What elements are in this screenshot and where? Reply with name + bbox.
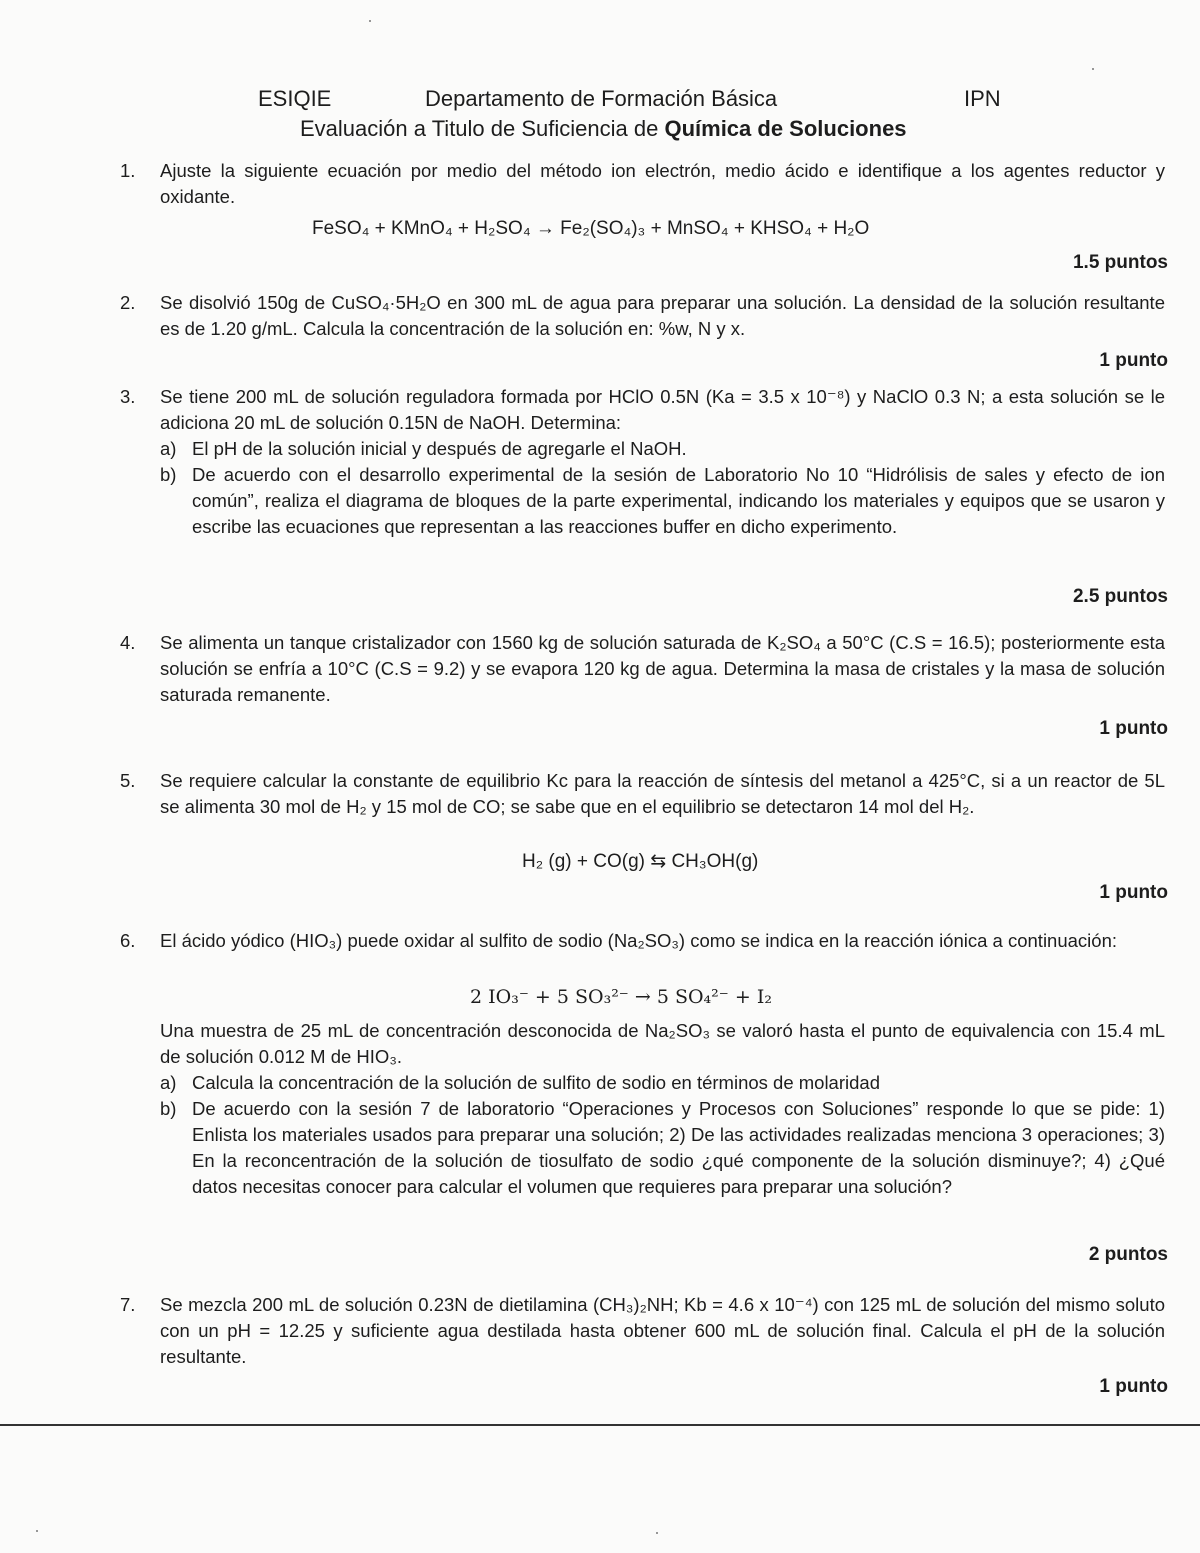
question-number: 4. (120, 632, 136, 653)
question-number: 5. (120, 770, 136, 791)
question-3-item-a (160, 436, 1165, 462)
exam-title-prefix: Evaluación a Titulo de Suficiencia de (300, 116, 659, 141)
item-label: a) (160, 1072, 177, 1093)
item-text: De acuerdo con la sesión 7 de laboratorio “Operaciones y Procesos con Soluciones” responde lo que se pide: 1) Enlista los materiales usados para preparar una solución; 2) De las actividades realizadas menciona 3 operaciones; 3) En la reconcentración de la solución de tiosulfato de sodio ¿qué componente de la solución disminuye?; 4) ¿Qué datos necesitas conocer para calcular el volumen que requieres para preparar una solución? (192, 1098, 1165, 1197)
question-number: 6. (120, 930, 136, 951)
question-text: Se requiere calcular la constante de equilibrio Kc para la reacción de síntesis del metanol a 425°C, si a un reactor de 5L se alimenta 30 mol de H₂ y 15 mol de CO; se sabe que en el equilibrio se detectaron 14 mol del H₂. (160, 770, 1165, 817)
question-3 (120, 384, 1165, 540)
scan-speck (1092, 68, 1094, 70)
question-text: Se disolvió 150g de CuSO₄·5H₂O en 300 mL de agua para preparar una solución. La densidad de la solución resultante es de 1.20 g/mL. Calcula la concentración de la solución en: %w, N y x. (160, 292, 1165, 339)
question-4 (120, 630, 1165, 708)
question-text: Se alimenta un tanque cristalizador con 1560 kg de solución saturada de K₂SO₄ a 50°C (C.S = 16.5); posteriormente esta solución se enfría a 10°C (C.S = 9.2) y se evapora 120 kg de agua. Determina la masa de cristales y la masa de solución saturada remanente. (160, 632, 1165, 705)
item-text: El pH de la solución inicial y después de agregarle el NaOH. (192, 438, 687, 459)
question-text: Se tiene 200 mL de solución reguladora formada por HClO 0.5N (Ka = 3.5 x 10⁻⁸) y NaClO 0.3 N; a esta solución se le adiciona 20 mL de solución 0.15N de NaOH. Determina: (160, 386, 1165, 433)
question-4-points: 1 punto (1099, 718, 1168, 739)
item-label: b) (160, 1098, 177, 1119)
question-1 (120, 158, 1165, 210)
scan-speck (656, 1532, 658, 1534)
question-6-points: 2 puntos (1088, 1244, 1168, 1265)
item-label: b) (160, 464, 177, 485)
question-number: 1. (120, 160, 136, 181)
bottom-divider (0, 1424, 1200, 1426)
question-7-points: 1 punto (1099, 1376, 1168, 1397)
question-6 (120, 928, 1165, 954)
question-text: Ajuste la siguiente ecuación por medio del método ion electrón, medio ácido e identifique a los agentes reductor y oxidante. (160, 160, 1165, 207)
question-text: El ácido yódico (HIO₃) puede oxidar al sulfito de sodio (Na₂SO₃) como se indica en la reacción iónica a continuación: (160, 930, 1117, 951)
question-2-points: 1 punto (1099, 350, 1168, 371)
exam-title-subject: Química de Soluciones (664, 116, 907, 141)
scan-speck (36, 1530, 38, 1532)
question-1-equation: FeSO₄ + KMnO₄ + H₂SO₄ → Fe₂(SO₄)₃ + MnSO₄ + KHSO₄ + H₂O (312, 218, 870, 239)
exam-title (300, 116, 907, 142)
question-number: 7. (120, 1294, 136, 1315)
question-text: Se mezcla 200 mL de solución 0.23N de dietilamina (CH₃)₂NH; Kb = 4.6 x 10⁻⁴) con 125 mL de solución del mismo soluto con un pH = 12.25 y suficiente agua destilada hasta obtener 600 mL de solución final. Calcula el pH de la solución resultante. (160, 1294, 1165, 1367)
question-1-points: 1.5 puntos (1072, 252, 1168, 273)
item-text: De acuerdo con el desarrollo experimental de la sesión de Laboratorio No 10 “Hidrólisis de sales y efecto de ion común”, realiza el diagrama de bloques de la parte experimental, indicando los materiales y equipos que se usaron y escribe las ecuaciones que representan a las reacciones buffer en dicho experimento. (192, 464, 1165, 537)
question-5 (120, 768, 1165, 820)
question-6-equation: 2 IO₃⁻ + 5 SO₃²⁻ → 5 SO₄²⁻ + I₂ (470, 986, 772, 1008)
question-number: 2. (120, 292, 136, 313)
question-5-points: 1 punto (1099, 882, 1168, 903)
question-text-2: Una muestra de 25 mL de concentración desconocida de Na₂SO₃ se valoró hasta el punto de equivalencia con 15.4 mL de solución 0.012 M de HIO₃. (160, 1020, 1165, 1067)
question-5-equation: H₂ (g) + CO(g) ⇆ CH₃OH(g) (522, 851, 759, 872)
institute-name: IPN (964, 86, 1001, 111)
item-text: Calcula la concentración de la solución de sulfito de sodio en términos de molaridad (192, 1072, 880, 1093)
department-name: Departamento de Formación Básica (425, 86, 778, 111)
question-6-item-a (160, 1070, 1165, 1096)
item-label: a) (160, 438, 177, 459)
question-number: 3. (120, 386, 136, 407)
question-3-item-b (160, 462, 1165, 540)
question-2 (120, 290, 1165, 342)
question-7 (120, 1292, 1165, 1370)
school-name: ESIQIE (258, 86, 332, 111)
scan-speck (369, 20, 371, 22)
question-6-continued (120, 1018, 1165, 1200)
question-6-item-b (160, 1096, 1165, 1200)
question-3-points: 2.5 puntos (1072, 586, 1168, 607)
